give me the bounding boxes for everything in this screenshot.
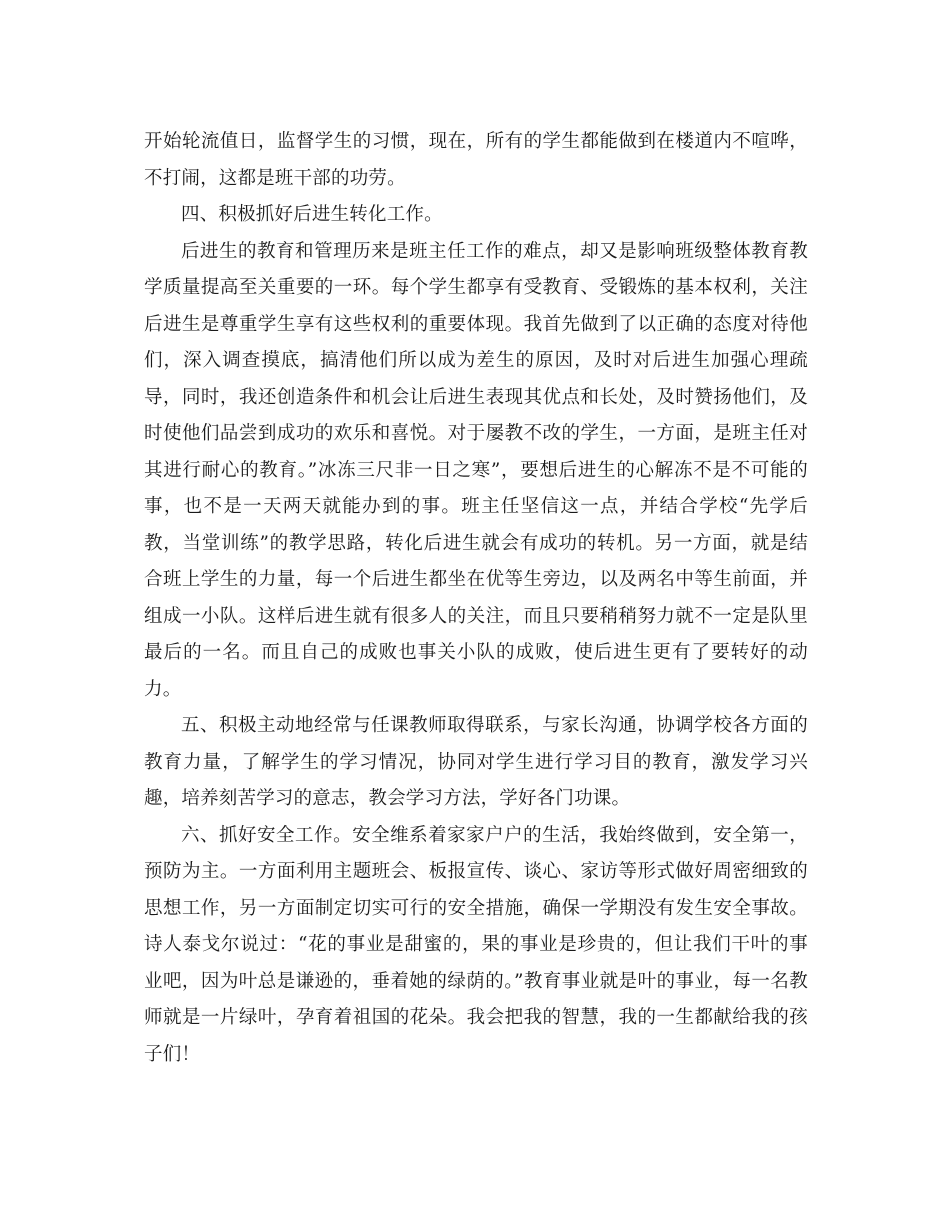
paragraph-section-six: 六、抓好安全工作。安全维系着家家户户的生活，我始终做到，安全第一，预防为主。一方面利用主题班会、板报宣传、谈心、家访等形式做好周密细致的思想工作，另一方面制定切实可行的安全措施，确保一学期没有发生安全事故。诗人泰戈尔说过：“花的事业是甜蜜的，果的事业是珍贵的，但让我们干叶的事业吧，因为叶总是谦逊的，垂着她的绿荫的。”教育事业就是叶的事业，每一名教师就是一片绿叶，孕育着祖国的花朵。我会把我的智慧，我的一生都献给我的孩子们！ bbox=[144, 824, 808, 1065]
paragraph-section-four-body: 后进生的教育和管理历来是班主任工作的难点，却又是影响班级整体教育教学质量提高至关重要的一环。每个学生都享有受教育、受锻炼的基本权利，关注后进生是尊重学生享有这些权利的重要体现。我首先做到了以正确的态度对待他们，深入调查摸底，搞清他们所以成为差生的原因，及时对后进生加强心理疏导，同时，我还创造条件和机会让后进生表现其优点和长处，及时赞扬他们，及时使他们品尝到成功的欢乐和喜悦。对于屡教不改的学生，一方面，是班主任对其进行耐心的教育。”冰冻三尺非一日之寒”，要想后进生的心解冻不是不可能的事，也不是一天两天就能办到的事。班主任坚信这一点，并结合学校“先学后教，当堂训练”的教学思路，转化后进生就会有成功的转机。另一方面，就是结合班上学生的力量，每一个后进生都坐在优等生旁边，以及两名中等生前面，并组成一小队。这样后进生就有很多人的关注，而且只要稍稍努力就不一定是队里最后的一名。而且自己的成败也事关小队的成败，使后进生更有了要转好的动力。 bbox=[144, 240, 808, 700]
paragraph-section-five: 五、积极主动地经常与任课教师取得联系，与家长沟通，协调学校各方面的教育力量，了解学生的学习情况，协同对学生进行学习目的教育，激发学习兴趣，培养刻苦学习的意志，教会学习方法，学好各门功课。 bbox=[144, 715, 808, 809]
document-body bbox=[144, 124, 808, 1073]
paragraph-continuation: 开始轮流值日，监督学生的习惯，现在，所有的学生都能做到在楼道内不喧哗，不打闹，这都是班干部的功劳。 bbox=[144, 131, 808, 189]
paragraph-section-four-heading: 四、积极抓好后进生转化工作。 bbox=[181, 204, 443, 225]
